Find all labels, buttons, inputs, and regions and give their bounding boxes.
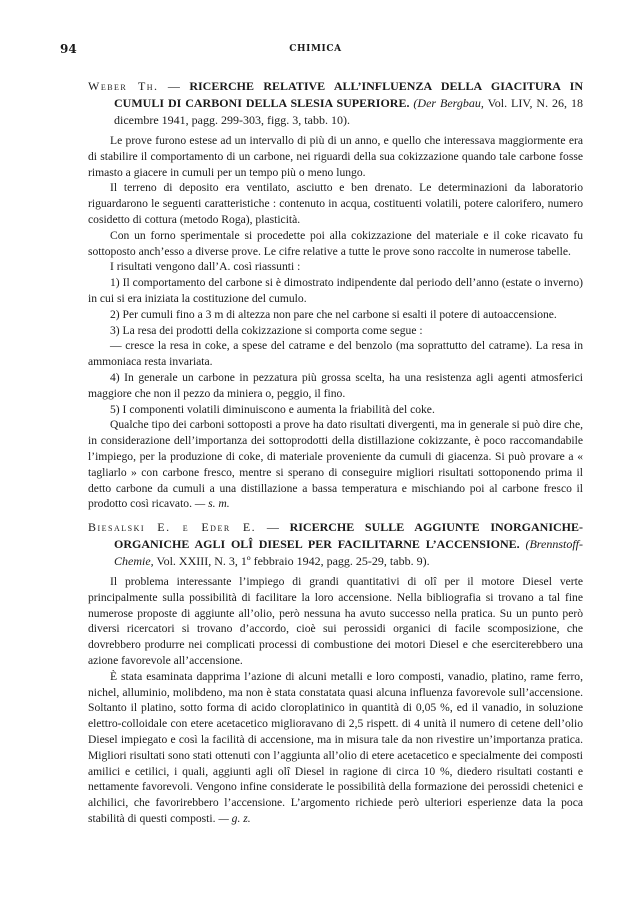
source-journal: (Brennstoff-Chemie, bbox=[114, 537, 583, 568]
list-item: — cresce la resa in coke, a spese del catrame e del benzolo (ma soprattutto del catrame). La resa in ammoniaca resta invariata. bbox=[88, 339, 583, 369]
article-heading bbox=[88, 78, 583, 129]
paragraph-text: È stata esaminata dapprima l’azione di alcuni metalli e loro composti, vanadio, platino, rame ferro, nichel, alluminio, molibdeno, ma non è stata constatata quasi alcuna influenza favorevole sull’accensione. Soltanto il platino, sotto forma di acido cloroplatinico in quantità di 0,05 %, ed il vanadio, in soluzione elettro-colloidale con etere acetacetico miglioravano di 2,5 rispett. di 4 unità il numero di cetene dell’olio Diesel impiegato e così la facilità di accensione, ma in misura tale da non rivestire un’importanza pratica. Migliori risultati sono stati ottenuti con l’aggiunta all’olio di etere acetacetico e specialmente dei composti amilici e cetilici, i quali, aggiunti agli olî Diesel in ragione di circa 10 %, diedero risultati costanti e nettamente favorevoli. Vengono infine considerate le possibilità della formazione dei perossidi chetenici e alchilici, che favorirebbero l’accensione. L’argomento richiede però ulteriori esperienze data la poca stabilità di questi composti. bbox=[88, 669, 583, 825]
paragraph: Le prove furono estese ad un intervallo di più di un anno, e quello che interessava maggiormente era di stabilire il comportamento di un carbone, nei riguardi della sua cokizzazione quando tale carbone fosse rimasto a giacere in cumuli per un tempo più o meno lungo. bbox=[88, 134, 583, 179]
article-author: Weber Th. bbox=[88, 79, 159, 93]
list-item: 1) Il comportamento del carbone si è dimostrato indipendente dal periodo dell’anno (estate o inverno) in cui si era iniziata la costituzione del cumulo. bbox=[88, 276, 583, 305]
source-details: Vol. XXIII, N. 3, 1º febbraio 1942, pagg. 25-29, tabb. 9). bbox=[156, 554, 430, 568]
paragraph bbox=[88, 417, 583, 512]
list-item: 3) La resa dei prodotti della cokizzazione si comporta come segue : bbox=[110, 323, 423, 337]
source-journal: (Der Bergbau, bbox=[413, 96, 484, 110]
source-details: Vol. LIV, N. 26, 18 dicembre 1941, pagg. 299-303, figg. 3, tabb. 10). bbox=[114, 96, 583, 127]
article-heading bbox=[88, 519, 583, 570]
list-item: 5) I componenti volatili diminuiscono e aumenta la friabilità del coke. bbox=[110, 402, 435, 416]
paragraph: Con un forno sperimentale si procedette poi alla cokizzazione del materiale e il coke ricavato fu sottoposto anch’esso a diverse prove. Le cifre relative a tutte le prove sono raccolte in numerose tabelle. bbox=[88, 228, 583, 258]
paragraph bbox=[88, 669, 583, 827]
article-signature: — g. z. bbox=[218, 811, 251, 825]
paragraph-text: Qualche tipo dei carboni sottoposti a prove ha dato risultati divergenti, ma in generale si può dire che, in considerazione dell’importanza dei sottoprodotti della distillazione cokizzante, è poco raccomandabile l’impiego, per la produzione di coke, di materiale proveniente da cumuli di giacenza. Si può provare a « tagliarlo » con carbone fresco, mentre si sperano di conseguire migliori risultati sottoponendo prima il detto carbone da cumuli a una distillazione a bassa temperatura e mischiando poi al carbone fresco il prodotto così ricavato. bbox=[88, 418, 583, 511]
article-author: Biesalski E. e Eder E. bbox=[88, 520, 257, 534]
paragraph: I risultati vengono dall’A. così riassunti : bbox=[110, 260, 301, 274]
paragraph: Il terreno di deposito era ventilato, asciutto e ben drenato. Le determinazioni da laboratorio riguardarono le seguenti caratteristiche : contenuto in acqua, costituenti volatili, potere calorifero, numero cosidetto di cottura (metodo Roga), plasticità. bbox=[88, 181, 583, 226]
running-title: CHIMICA bbox=[289, 44, 342, 54]
article-weber bbox=[88, 78, 583, 512]
page-number: 94 bbox=[60, 42, 77, 56]
article-biesalski bbox=[88, 519, 583, 827]
list-item: 4) In generale un carbone in pezzatura più grossa scelta, ha una resistenza agli agenti atmosferici maggiore che non il pezzo da miniera o, peggio, il fino. bbox=[88, 370, 583, 400]
paragraph: Il problema interessante l’impiego di grandi quantitativi di olî per il motore Diesel verte principalmente sulla possibilità di facilitare la loro accensione. Nella bibliografia si trovano a tal fine numerose proposte di aggiunte all’olio, però nessuna ha avuto successo nella pratica. Su un punto però diversi ricercatori si trovano d’accordo, cioè sui perossidi organici di facile scomposizione, che dovrebbero produrre nei complicati processi di combustione dei motori Diesel e che eserciterebbero una azione favorevole all’accensione. bbox=[88, 575, 583, 667]
list-item: 2) Per cumuli fino a 3 m di altezza non pare che nel carbone si esalti il potere di autoaccensione. bbox=[110, 307, 557, 321]
article-title: RICERCHE RELATIVE ALL’INFLUENZA DELLA GIACITURA IN CUMULI DI CARBONI DELLA SLESIA SUPERIORE. bbox=[114, 79, 583, 110]
heading-separator: — bbox=[158, 79, 190, 93]
article-title: RICERCHE SULLE AGGIUNTE INORGANICHE-ORGANICHE AGLI OLÎ DIESEL PER FACILITARNE L’ACCENSIONE. bbox=[114, 520, 584, 551]
heading-separator: — bbox=[256, 520, 290, 534]
article-signature: — s. m. bbox=[194, 497, 230, 511]
